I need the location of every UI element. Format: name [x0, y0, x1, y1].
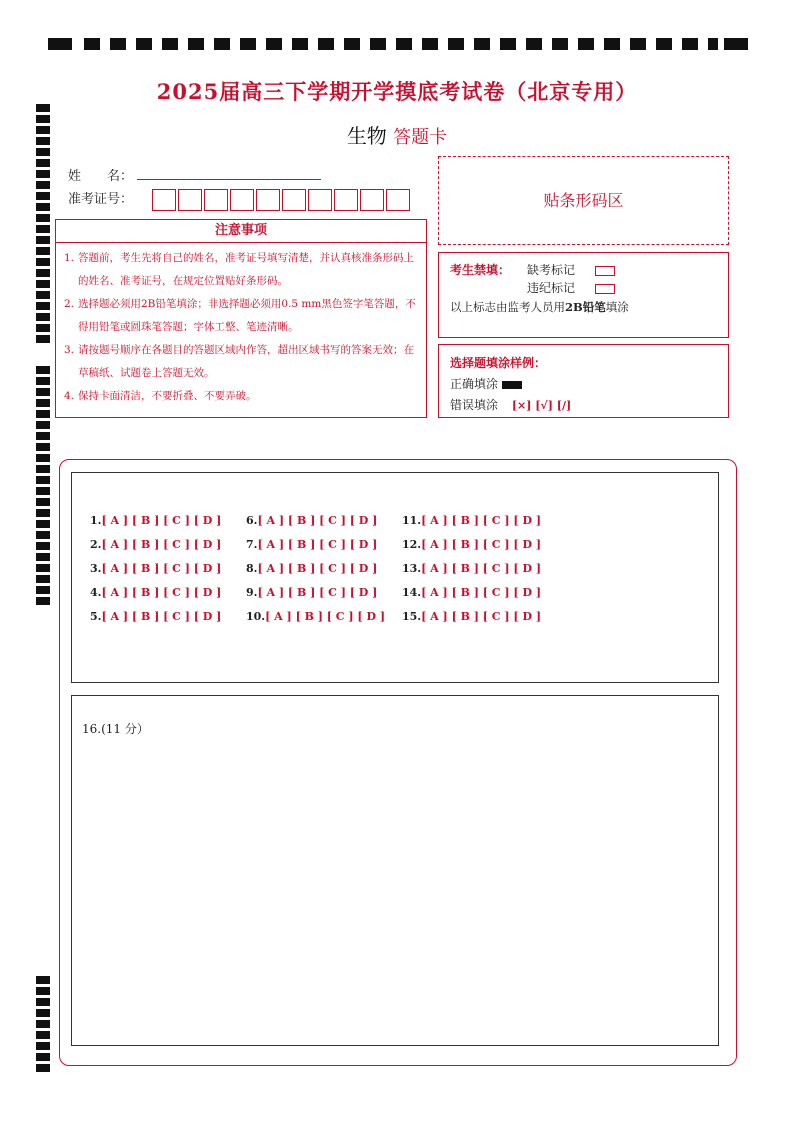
exam-id-digit-box[interactable]	[334, 189, 358, 211]
timing-mark	[36, 498, 50, 506]
timing-mark	[578, 38, 594, 50]
exam-id-digit-box[interactable]	[256, 189, 280, 211]
violation-mark-label: 违纪标记	[527, 279, 615, 296]
choice-question[interactable]	[402, 538, 541, 551]
forbid-note: 以上标志由监考人员用2B铅笔填涂	[450, 300, 629, 314]
timing-mark	[36, 976, 50, 984]
choice-options[interactable]: [ A ] [ B ] [ C ] [ D ]	[101, 514, 222, 527]
timing-mark	[266, 38, 282, 50]
choice-question[interactable]	[402, 562, 541, 575]
timing-mark	[36, 432, 50, 440]
choice-options[interactable]: [ A ] [ B ] [ C ] [ D ]	[421, 514, 542, 527]
timing-mark	[36, 553, 50, 561]
question-16-area[interactable]	[71, 695, 719, 1046]
timing-mark	[240, 38, 256, 50]
choice-options[interactable]: [ A ] [ B ] [ C ] [ D ]	[421, 562, 542, 575]
choice-options[interactable]: [ A ] [ B ] [ C ] [ D ]	[257, 586, 378, 599]
choice-options[interactable]: [ A ] [ B ] [ C ] [ D ]	[265, 610, 386, 623]
timing-mark	[36, 1042, 50, 1050]
multiple-choice-area	[71, 472, 719, 683]
choice-question[interactable]	[246, 538, 377, 551]
timing-mark	[48, 38, 72, 50]
notice-list	[56, 243, 426, 408]
timing-mark	[136, 38, 152, 50]
choice-number: 9.	[246, 586, 258, 599]
notice-item: 1. 答题前，考生先将自己的姓名，准考证号填写清楚，并认真核准条形码上的姓名、准考证号，在规定位置贴好条形码。	[64, 252, 414, 287]
exam-id-digit-box[interactable]	[308, 189, 332, 211]
wrong-sample: 错误填涂 [×] [√] [/]	[450, 398, 572, 412]
choice-options[interactable]: [ A ] [ B ] [ C ] [ D ]	[101, 562, 222, 575]
choice-number: 12.	[402, 538, 422, 551]
exam-id-digit-box[interactable]	[360, 189, 384, 211]
choice-options[interactable]: [ A ] [ B ] [ C ] [ D ]	[101, 586, 222, 599]
choice-question[interactable]	[402, 586, 541, 599]
choice-options[interactable]: [ A ] [ B ] [ C ] [ D ]	[257, 562, 378, 575]
page-title: 2025届高三下学期开学摸底考试卷（北京专用）	[156, 79, 638, 104]
choice-options[interactable]: [ A ] [ B ] [ C ] [ D ]	[257, 538, 378, 551]
timing-mark	[36, 987, 50, 995]
filled-block	[502, 381, 522, 389]
choice-number: 7.	[246, 538, 258, 551]
choice-options[interactable]: [ A ] [ B ] [ C ] [ D ]	[421, 610, 542, 623]
choice-number: 1.	[90, 514, 102, 527]
choice-question[interactable]	[246, 514, 377, 527]
timing-mark	[214, 38, 230, 50]
barcode-area: 贴条形码区	[438, 156, 729, 245]
timing-mark	[36, 531, 50, 539]
choice-question[interactable]	[402, 610, 541, 623]
subject-heading	[0, 120, 794, 149]
card-label: 答题卡	[393, 127, 448, 148]
choice-number: 15.	[402, 610, 422, 623]
timing-mark	[724, 38, 748, 50]
timing-mark	[344, 38, 360, 50]
choice-number: 4.	[90, 586, 102, 599]
exam-id-digit-box[interactable]	[230, 189, 254, 211]
notice-item: 4. 保持卡面清洁，不要折叠、不要弄破。	[64, 390, 257, 402]
notice-item: 2. 选择题必须用2B铅笔填涂；非选择题必须用0.5 mm黑色签字笔答题，不得用铅笔或圆珠笔答题；字体工整、笔迹清晰。	[64, 298, 416, 333]
timing-mark	[36, 575, 50, 583]
exam-id-boxes[interactable]	[152, 189, 412, 213]
timing-mark	[36, 366, 50, 374]
timing-mark	[36, 335, 50, 343]
sample-heading: 选择题填涂样例：	[450, 356, 547, 370]
timing-mark	[36, 410, 50, 418]
choice-question[interactable]	[246, 610, 385, 623]
timing-mark	[36, 181, 50, 189]
timing-mark	[656, 38, 672, 50]
timing-mark	[36, 998, 50, 1006]
timing-mark	[36, 465, 50, 473]
choice-options[interactable]: [ A ] [ B ] [ C ] [ D ]	[101, 538, 222, 551]
choice-options[interactable]: [ A ] [ B ] [ C ] [ D ]	[101, 610, 222, 623]
timing-mark	[396, 38, 412, 50]
timing-mark	[36, 313, 50, 321]
choice-number: 2.	[90, 538, 102, 551]
choice-question[interactable]	[90, 538, 221, 551]
name-label: 姓 名：	[68, 169, 134, 184]
timing-mark	[552, 38, 568, 50]
timing-mark	[474, 38, 490, 50]
timing-mark	[36, 192, 50, 200]
timing-mark	[36, 1053, 50, 1061]
choice-options[interactable]: [ A ] [ B ] [ C ] [ D ]	[257, 514, 378, 527]
choice-options[interactable]: [ A ] [ B ] [ C ] [ D ]	[421, 538, 542, 551]
choice-number: 14.	[402, 586, 422, 599]
timing-mark	[36, 225, 50, 233]
timing-mark	[36, 454, 50, 462]
notice-panel	[55, 219, 427, 418]
timing-mark	[36, 324, 50, 332]
timing-mark	[36, 170, 50, 178]
timing-mark	[36, 421, 50, 429]
absent-mark-box[interactable]	[595, 266, 615, 276]
timing-mark	[188, 38, 204, 50]
timing-mark	[708, 38, 718, 50]
timing-mark	[604, 38, 620, 50]
choice-question[interactable]	[90, 562, 221, 575]
choice-number: 13.	[402, 562, 422, 575]
choice-question[interactable]	[402, 514, 541, 527]
timing-mark	[36, 159, 50, 167]
notice-item: 3. 请按题号顺序在各题目的答题区域内作答，超出区域书写的答案无效；在草稿纸、试题卷上答题无效。	[64, 344, 414, 379]
exam-id-digit-box[interactable]	[386, 189, 410, 211]
timing-mark	[682, 38, 698, 50]
sample-panel	[438, 344, 729, 418]
choice-options[interactable]: [ A ] [ B ] [ C ] [ D ]	[421, 586, 542, 599]
timing-mark	[36, 509, 50, 517]
choice-number: 10.	[246, 610, 266, 623]
timing-mark	[36, 564, 50, 572]
timing-mark	[36, 269, 50, 277]
timing-mark	[36, 280, 50, 288]
timing-mark	[36, 1009, 50, 1017]
forbid-heading: 考生禁填：	[450, 263, 511, 277]
choice-number: 11.	[402, 514, 422, 527]
timing-mark	[422, 38, 438, 50]
timing-mark	[36, 247, 50, 255]
correct-sample: 正确填涂	[450, 375, 522, 392]
timing-marks-top	[48, 38, 748, 52]
choice-number: 6.	[246, 514, 258, 527]
timing-mark	[526, 38, 542, 50]
timing-mark	[84, 38, 100, 50]
timing-mark	[36, 542, 50, 550]
timing-mark	[36, 203, 50, 211]
timing-mark	[36, 302, 50, 310]
timing-mark	[36, 148, 50, 156]
timing-mark	[36, 1031, 50, 1039]
timing-mark	[370, 38, 386, 50]
timing-mark	[318, 38, 334, 50]
timing-mark	[36, 597, 50, 605]
absent-mark-label: 缺考标记	[527, 261, 615, 278]
timing-mark	[448, 38, 464, 50]
choice-question[interactable]	[90, 610, 221, 623]
timing-mark	[36, 520, 50, 528]
choice-question[interactable]	[90, 586, 221, 599]
name-field[interactable]	[137, 179, 321, 180]
timing-mark	[36, 377, 50, 385]
timing-mark	[36, 291, 50, 299]
timing-mark	[292, 38, 308, 50]
subject-name: 生物	[346, 124, 387, 148]
timing-mark	[110, 38, 126, 50]
choice-number: 5.	[90, 610, 102, 623]
timing-mark	[36, 487, 50, 495]
forbid-panel	[438, 252, 729, 338]
timing-mark	[36, 258, 50, 266]
timing-mark	[36, 476, 50, 484]
violation-mark-box[interactable]	[595, 284, 615, 294]
timing-mark	[36, 388, 50, 396]
timing-mark	[36, 214, 50, 222]
choice-question[interactable]	[246, 562, 377, 575]
exam-id-digit-box[interactable]	[282, 189, 306, 211]
timing-mark	[630, 38, 646, 50]
question-16-label: 16.(11 分）	[82, 722, 149, 736]
timing-mark	[36, 586, 50, 594]
choice-question[interactable]	[246, 586, 377, 599]
timing-mark	[36, 1064, 50, 1072]
notice-heading: 注意事项	[56, 220, 426, 243]
choice-number: 3.	[90, 562, 102, 575]
exam-id-digit-box[interactable]	[204, 189, 228, 211]
timing-mark	[36, 236, 50, 244]
timing-mark	[36, 443, 50, 451]
timing-mark	[500, 38, 516, 50]
choice-question[interactable]	[90, 514, 221, 527]
timing-mark	[36, 399, 50, 407]
timing-mark	[36, 1020, 50, 1028]
choice-number: 8.	[246, 562, 258, 575]
timing-mark	[162, 38, 178, 50]
exam-id-digit-box[interactable]	[152, 189, 176, 211]
exam-id-label: 准考证号：	[68, 192, 134, 207]
exam-id-digit-box[interactable]	[178, 189, 202, 211]
